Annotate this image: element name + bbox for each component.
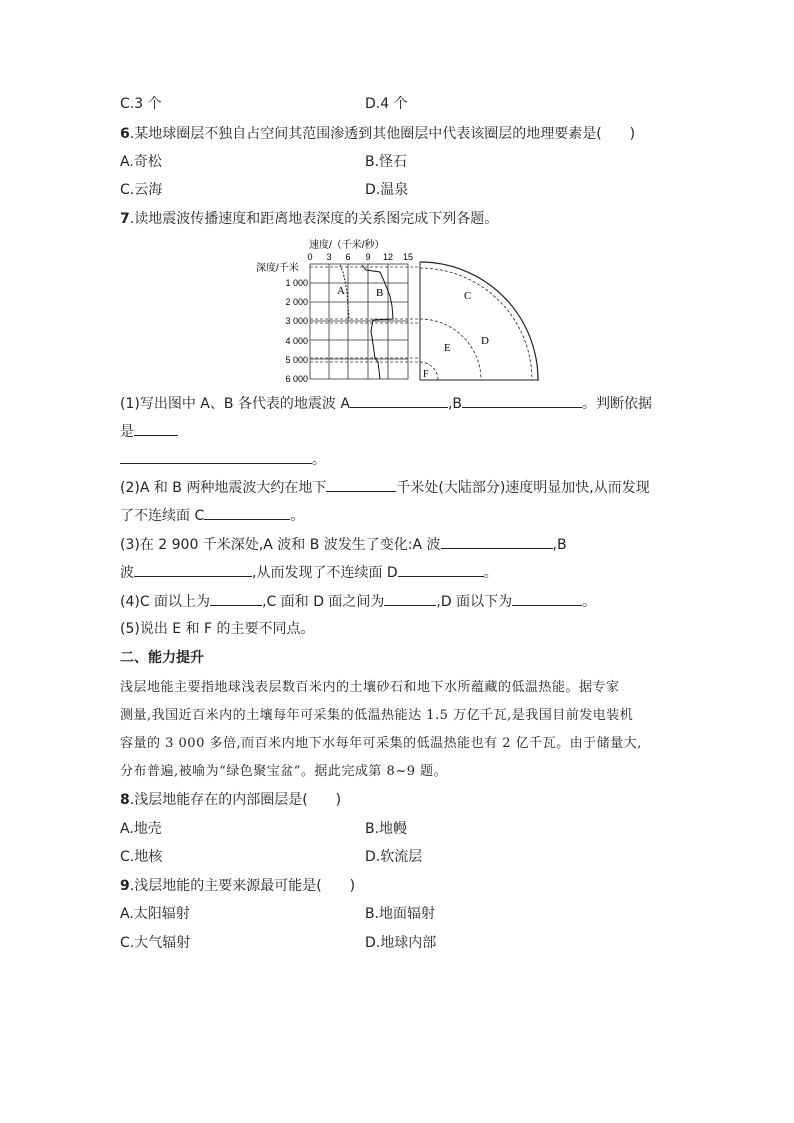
q9-text: .浅层地能的主要来源最可能是( ) — [129, 878, 356, 894]
q6-option-b: B.怪石 — [365, 154, 408, 170]
q8-option-b: B.地幔 — [365, 821, 408, 837]
y-tick-5000: 5 000 — [285, 355, 308, 365]
q7-sub4-text-b: ,C 面和 D 面之间为 — [262, 594, 385, 610]
q7-sub2-text-c: 了不连续面 C — [120, 508, 205, 524]
q7-sub3-text-b: ,B — [552, 537, 567, 553]
y-tick-6000: 6 000 — [285, 374, 308, 384]
q5-options-row — [120, 94, 408, 114]
layer-f-label: F — [423, 369, 429, 380]
q7-stem — [120, 209, 498, 229]
y-tick-2000: 2 000 — [285, 297, 308, 307]
earth-quarter-section — [420, 262, 539, 380]
x-tick-12: 12 — [382, 252, 394, 262]
speed-axis-label: 速度/（千米/秒） — [309, 240, 385, 251]
y-tick-1000: 1 000 — [285, 278, 308, 288]
wave-b-label: B — [376, 287, 384, 299]
q7-sub3-line1 — [120, 533, 567, 555]
depth-axis-label: 深度/千米 — [256, 263, 299, 274]
x-tick-3: 3 — [326, 252, 332, 262]
q7-sub1-text-d: 是 — [120, 424, 134, 440]
q6-number: 6 — [120, 126, 130, 142]
chart-grid — [310, 264, 408, 379]
q7-sub1-blank-a[interactable] — [350, 392, 448, 408]
q7-sub3-blank-a[interactable] — [441, 533, 553, 549]
q7-sub3-line2 — [120, 561, 498, 583]
q8-stem — [120, 790, 341, 810]
q7-sub4-text-c: ,D 面以下为 — [436, 594, 513, 610]
q8-number: 8 — [120, 792, 130, 808]
wave-a-label: A — [337, 285, 345, 297]
q6-stem — [120, 124, 635, 144]
q7-sub1-blank-b[interactable] — [462, 392, 582, 408]
q5-option-c: C.3 个 — [120, 96, 162, 112]
q7-sub4-end: 。 — [582, 594, 597, 610]
q7-sub3-text-c: 波 — [120, 565, 134, 581]
q8-option-c: C.地核 — [120, 849, 163, 865]
q7-sub1-blank-c[interactable] — [134, 420, 178, 436]
q6-option-a: A.奇松 — [120, 154, 162, 170]
passage-line-3: 容量的 3 000 多倍,而百米内地下水每年可采集的低温热能也有 2 亿千瓦。由于储量大, — [120, 736, 642, 751]
x-tick-6: 6 — [345, 252, 351, 262]
q5-option-d: D.4 个 — [365, 96, 408, 112]
q6-options-row-1 — [120, 152, 408, 172]
q7-sub1-text-b: ,B — [447, 396, 463, 412]
q7-sub1-text-c: 。判断依据 — [582, 396, 653, 412]
q7-text: .读地震波传播速度和距离地表深度的关系图完成下列各题。 — [129, 211, 499, 227]
q8-options-row-1 — [120, 819, 408, 839]
q7-sub5-text: (5)说出 E 和 F 的主要不同点。 — [120, 621, 315, 637]
seismic-wave-figure — [252, 236, 552, 386]
passage-line-4: 分布普遍,被喻为“绿色聚宝盆”。据此完成第 8~9 题。 — [120, 764, 448, 779]
q8-text: .浅层地能存在的内部圈层是( ) — [129, 792, 342, 808]
q7-sub5-line — [120, 619, 315, 639]
section-title: 二、能力提升 — [120, 650, 204, 666]
q9-option-b: B.地面辐射 — [365, 906, 436, 922]
q7-sub4-blank-a[interactable] — [210, 590, 262, 606]
q9-options-row-2 — [120, 933, 437, 953]
q7-sub1-line3 — [120, 448, 326, 470]
q7-sub3-blank-c[interactable] — [398, 561, 484, 577]
x-tick-15: 15 — [402, 252, 414, 262]
q7-sub2-text-a: (2)A 和 B 两种地震波大约在地下 — [120, 480, 327, 496]
q7-sub1-blank-d[interactable] — [120, 448, 312, 464]
q9-option-d: D.地球内部 — [365, 935, 437, 951]
q7-sub3-end: 。 — [483, 565, 498, 581]
x-tick-9: 9 — [365, 252, 371, 262]
q6-option-c: C.云海 — [120, 182, 163, 198]
passage-line-1: 浅层地能主要指地球浅表层数百米内的土壤砂石和地下水所蕴藏的低温热能。据专家 — [120, 680, 620, 695]
q7-sub2-blank-a[interactable] — [326, 476, 396, 492]
passage-line-2: 测量,我国近百米内的土壤每年可采集的低温热能达 1.5 万亿千瓦,是我国目前发电装机 — [120, 708, 634, 723]
q7-sub2-end: 。 — [290, 508, 305, 524]
q7-sub4-line — [120, 590, 596, 612]
y-tick-4000: 4 000 — [285, 336, 308, 346]
layer-e-label: E — [444, 342, 451, 354]
q6-option-d: D.温泉 — [365, 182, 409, 198]
q7-sub3-blank-b[interactable] — [134, 561, 252, 577]
q8-option-a: A.地壳 — [120, 821, 162, 837]
discontinuity-lines — [310, 267, 418, 362]
q7-sub4-blank-c[interactable] — [512, 590, 582, 606]
q7-number: 7 — [120, 211, 130, 227]
q8-option-d: D.软流层 — [365, 849, 423, 865]
q9-option-a: A.太阳辐射 — [120, 906, 190, 922]
q7-sub3-text-a: (3)在 2 900 千米深处,A 波和 B 波发生了变化:A 波 — [120, 537, 441, 553]
layer-d-label: D — [481, 335, 489, 347]
q7-sub1-end: 。 — [312, 452, 326, 468]
q7-sub2-line1 — [120, 476, 650, 498]
q7-sub2-line2 — [120, 504, 304, 526]
layer-c-label: C — [464, 290, 472, 302]
q6-options-row-2 — [120, 180, 409, 200]
q9-option-c: C.大气辐射 — [120, 935, 191, 951]
q7-sub4-text-a: (4)C 面以上为 — [120, 594, 211, 610]
q7-sub2-text-b: 千米处(大陆部分)速度明显加快,从而发现 — [396, 480, 650, 496]
q9-options-row-1 — [120, 904, 436, 924]
q7-sub1-line1 — [120, 392, 652, 414]
q7-sub1-text-a: (1)写出图中 A、B 各代表的地震波 A — [120, 396, 350, 412]
x-tick-0: 0 — [307, 252, 313, 262]
q7-sub3-text-d: ,从而发现了不连续面 D — [252, 565, 398, 581]
q8-options-row-2 — [120, 847, 423, 867]
q7-sub2-blank-b[interactable] — [204, 504, 290, 520]
y-tick-3000: 3 000 — [285, 316, 308, 326]
q9-number: 9 — [120, 878, 130, 894]
q7-sub1-line2 — [120, 420, 178, 442]
q6-text: .某地球圈层不独自占空间其范围渗透到其他圈层中代表该圈层的地理要素是( ) — [129, 126, 636, 142]
q7-sub4-blank-b[interactable] — [384, 590, 436, 606]
q9-stem — [120, 876, 355, 896]
